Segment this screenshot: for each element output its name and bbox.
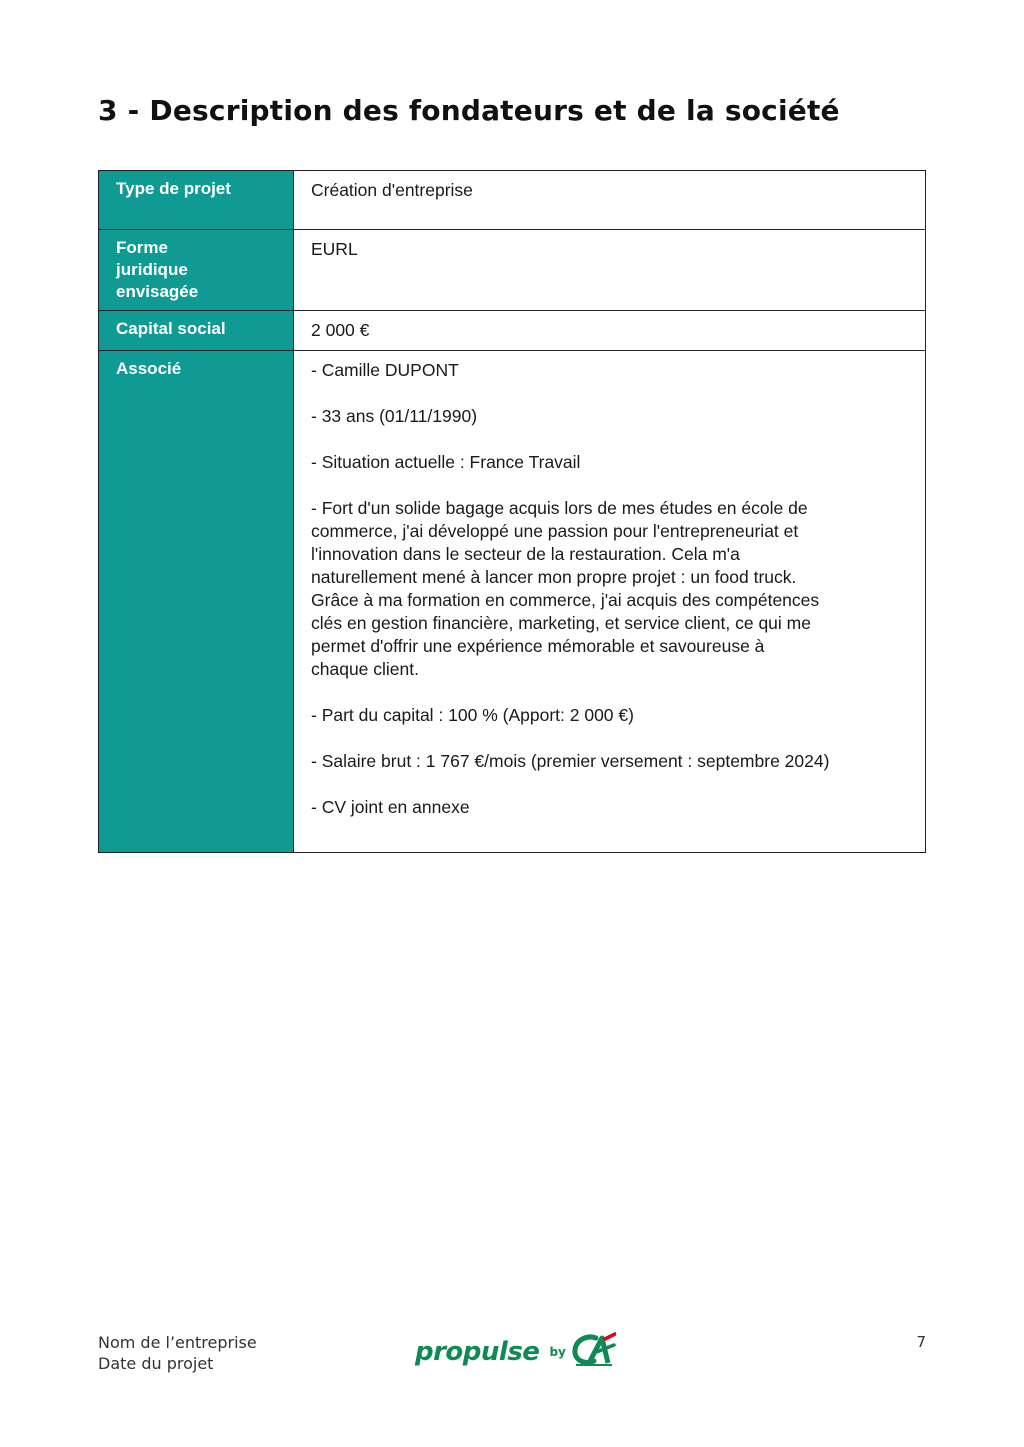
table-row-associe (99, 351, 926, 853)
logo-by: by (549, 1345, 566, 1359)
label-text: Associé (116, 359, 182, 378)
associe-salaire: - Salaire brut : 1 767 €/mois (premier versement : septembre 2024) (311, 751, 830, 771)
founders-table (98, 170, 926, 853)
page-number: 7 (916, 1333, 926, 1351)
associe-bio: - Fort d'un solide bagage acquis lors de mes études en école de commerce, j'ai développé une passion pour l'entrepreneuriat et l'innovation dans le secteur de la restauration. Cela m'a naturellement mené à lancer mon propre projet : un food truck. Grâce à ma formation en commerce, j'ai acquis des compétences clés en gestion financière, marketing, et service client, ce qui me permet d'offrir une expérience mémorable et savoureuse à chaque client. (311, 498, 820, 679)
label-associe (99, 351, 294, 853)
credit-agricole-logo-icon (572, 1332, 616, 1373)
value-type-projet (294, 171, 926, 230)
value-forme-juridique (294, 230, 926, 311)
value-text: 2 000 € (311, 320, 370, 340)
value-text: EURL (311, 239, 358, 259)
propulse-logo (415, 1332, 616, 1372)
associe-name: - Camille DUPONT (311, 360, 459, 380)
label-text: Type de projet (116, 179, 231, 198)
value-text: Création d'entreprise (311, 180, 473, 200)
label-type-projet (99, 171, 294, 230)
footer-project-date: Date du projet (98, 1354, 214, 1373)
associe-age: - 33 ans (01/11/1990) (311, 406, 478, 426)
associe-cv: - CV joint en annexe (311, 797, 470, 817)
footer-company-info (98, 1332, 257, 1374)
label-capital-social (99, 311, 294, 351)
associe-part-capital: - Part du capital : 100 % (Apport: 2 000 €) (311, 705, 634, 725)
logo-wordmark: propulse (415, 1337, 540, 1367)
label-text: Forme juridique envisagée (116, 238, 199, 301)
table-row-forme-juridique (99, 230, 926, 311)
footer-company-name: Nom de l’entreprise (98, 1333, 257, 1352)
value-capital-social (294, 311, 926, 351)
table-row-capital-social (99, 311, 926, 351)
page-title: 3 - Description des fondateurs et de la société (98, 94, 840, 127)
value-associe (294, 351, 926, 853)
associe-situation: - Situation actuelle : France Travail (311, 452, 581, 472)
label-text: Capital social (116, 319, 226, 338)
label-forme-juridique (99, 230, 294, 311)
table-row-type-projet (99, 171, 926, 230)
